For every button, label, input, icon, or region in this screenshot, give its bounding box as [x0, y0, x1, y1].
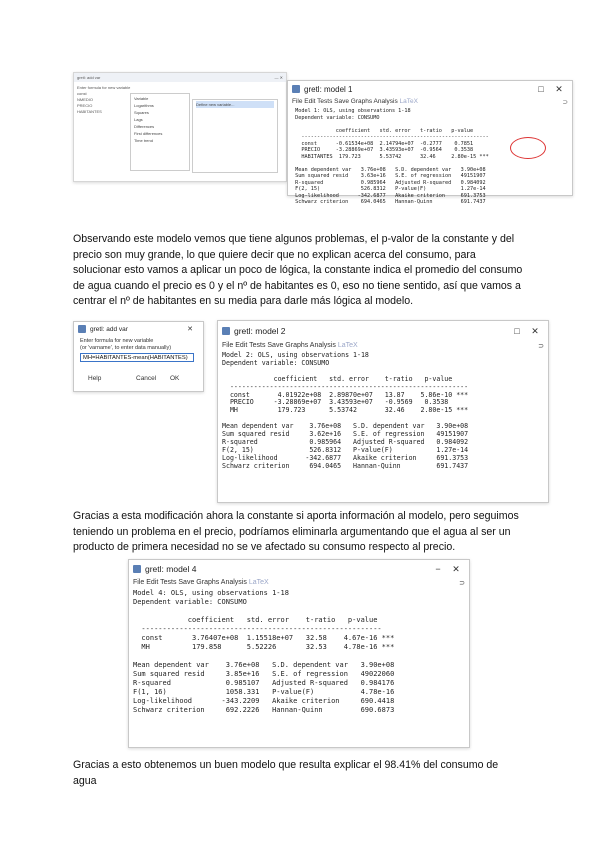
menu-item[interactable]: Variable — [134, 96, 149, 101]
submenu-popup — [192, 99, 278, 173]
add-var-prompt: Enter formula for new variable (or 'varname', to enter data manually) — [80, 338, 172, 351]
paragraph-1 — [73, 232, 523, 310]
gretl-logo-icon — [222, 327, 230, 335]
ok-button[interactable]: OK — [170, 375, 180, 382]
menu-item[interactable]: Lags — [134, 117, 143, 122]
menu-overflow-icon[interactable]: ⊃ — [459, 580, 465, 587]
dialog-prompt-small: Enter formula for new variable — [77, 85, 131, 90]
add-var-titlebar — [74, 322, 203, 336]
model1-window — [287, 80, 573, 205]
menu-item[interactable]: Squares — [134, 110, 149, 115]
close-icon[interactable]: ✕ — [452, 563, 460, 574]
dialog-title-small: gretl: add var — [77, 75, 101, 80]
model1-menubar — [288, 97, 572, 106]
minimize-icon[interactable]: □ — [538, 84, 544, 94]
paragraph-2 — [73, 509, 523, 556]
model2-menubar — [218, 341, 548, 350]
model4-window — [128, 559, 470, 748]
var-item[interactable]: HABITANTES — [77, 109, 102, 114]
model2-title: gretl: model 2 — [234, 326, 286, 336]
menu-item[interactable]: Time trend — [134, 138, 153, 143]
var-item[interactable]: PRECIO — [77, 103, 93, 108]
model4-menu-latex[interactable]: LaTeX — [248, 579, 269, 586]
model4-titlebar — [129, 560, 469, 578]
model1-menu-latex[interactable]: LaTeX — [399, 98, 418, 105]
menu-overflow-icon[interactable]: ⊃ — [538, 343, 544, 350]
menu-item[interactable]: First differences — [134, 131, 163, 136]
model2-titlebar — [218, 321, 548, 341]
add-var-title: gretl: add var — [90, 325, 128, 333]
model4-menubar — [129, 578, 469, 587]
model1-menu[interactable]: File Edit Tests Save Graphs Analysis — [292, 98, 398, 105]
var-item[interactable]: const — [77, 91, 87, 96]
gretl-logo-icon — [292, 85, 300, 93]
paragraph-3-text: Gracias a esto obtenemos un buen modelo que resulta explicar el 98.41% del consumo de agua — [73, 759, 499, 787]
gretl-logo-icon — [133, 565, 141, 573]
highlight-circle — [510, 137, 546, 159]
gretl-logo-icon — [78, 325, 86, 333]
model4-menu[interactable]: File Edit Tests Save Graphs Analysis — [133, 579, 247, 586]
menu-item-selected[interactable]: Define new variable... — [196, 101, 274, 108]
menu-item[interactable]: Differences — [134, 124, 155, 129]
model2-menu[interactable]: File Edit Tests Save Graphs Analysis — [222, 342, 336, 349]
close-icon[interactable]: ✕ — [531, 325, 539, 336]
gretl-main-window-screenshot — [73, 72, 287, 182]
model1-titlebar — [288, 81, 572, 97]
menu-overflow-icon[interactable]: ⊃ — [562, 99, 568, 106]
paragraph-1-text: Observando este modelo vemos que tiene algunos problemas, el p-valor de la constante y del precio son muy grande, lo que quiere decir que no explican acerca del consumo, para solucionar esto vamos a aplicar un poco de lógica, la constante indica el promedio del consumo de agua cuando el precio es 0 y el nº de habitantes es 0, eso no tiene sentido, así que vamos a centrar el nº de habitantes en su media para darle más lógica al modelo. — [73, 233, 523, 308]
cancel-button[interactable]: Cancel — [136, 375, 157, 382]
model4-title: gretl: model 4 — [145, 564, 197, 574]
menu-item[interactable]: Logarithms — [134, 103, 154, 108]
var-item[interactable]: NMEDIO — [77, 97, 93, 102]
add-menu-popup — [130, 93, 190, 171]
formula-input[interactable]: MH=HABITANTES-mean(HABITANTES) — [80, 353, 194, 362]
model4-output: Model 4: OLS, using observations 1-18 Dependent variable: CONSUMO coefficient std. error t-ratio p-value --------------------------------------------------------- const 3.76407e+08 1.15518e+07 32.58 4.67e-16 *** MH 179.858 5.52226 32.53 4.78e-16 *** Mean dependent var 3.76e+08 S.D. dependent var 3.90e+08 Sum squared resid 3.85e+16 S.E. of regression 49022060 R-squared 0.985107 Adjusted R-squared 0.984176 F(1, 16) 1058.331 P-value(F) 4.78e-16 Log-likelihood -343.2209 Akaike criterion 690.4418 Schwarz criterion 692.2226 Hannan-Quinn 690.6873 — [133, 589, 395, 714]
model1-output: Model 1: OLS, using observations 1-18 Dependent variable: CONSUMO coefficient std. error t-ratio p-value ------------------------------------------------------------ const -0.61534e+08 2.14794e+07 -0.2777 0.7851 PRECIO -3.28869e+07 3.43593e+07 -0.9564 0.3538 HABITANTES 179.723 5.53742 32.46 2.80e-15 *** Mean dependent var 3.76e+08 S.D. dependent var 3.90e+08 Sum squared resid 3.63e+16 S.E. of regression 49151907 R-squared 0.985964 Adjusted R-squared 0.984092 F(2, 15) 526.8312 P-value(F) 1.27e-14 Log-likelihood -342.6877 Akaike criterion 691.3753 Schwarz criterion 694.0465 Hannan-Quinn 691.7437 — [295, 108, 489, 205]
close-icon[interactable]: ✕ — [187, 326, 193, 333]
main-window-titlebar: gretl: add var — ✕ — [74, 73, 286, 82]
model2-output: Model 2: OLS, using observations 1-18 Dependent variable: CONSUMO coefficient std. error t-ratio p-value ------------------------------------------------------------ const 4.01922e+08 2.89870e+07 13.87 5.86e-10 *** PRECIO -3.28869e+07 3.43593e+07 -0.9569 0.3538 MH 179.723 5.53742 32.46 2.80e-15 *** Mean dependent var 3.76e+08 S.D. dependent var 3.90e+08 Sum squared resid 3.62e+16 S.E. of regression 49151907 R-squared 0.985964 Adjusted R-squared 0.984092 F(2, 15) 526.8312 P-value(F) 1.27e-14 Log-likelihood -342.6877 Akaike criterion 691.3753 Schwarz criterion 694.0465 Hannan-Quinn 691.7437 — [222, 351, 469, 470]
paragraph-2-text: Gracias a esta modificación ahora la constante si aporta información al modelo, pero seguimos teniendo un problema en el precio, podríamos eliminarla argumentando que el agua al ser un producto de primera necesidad no se ve afectado su consumo respecto al precio. — [73, 510, 519, 554]
close-icon[interactable]: ✕ — [555, 83, 563, 94]
paragraph-3 — [73, 758, 523, 789]
model2-menu-latex[interactable]: LaTeX — [337, 342, 358, 349]
model1-title: gretl: model 1 — [304, 84, 353, 94]
minimize-icon[interactable]: − — [435, 564, 441, 574]
maximize-icon[interactable]: □ — [514, 326, 520, 336]
add-var-dialog — [73, 321, 204, 392]
help-button[interactable]: Help — [88, 375, 102, 382]
model2-window — [217, 320, 549, 503]
